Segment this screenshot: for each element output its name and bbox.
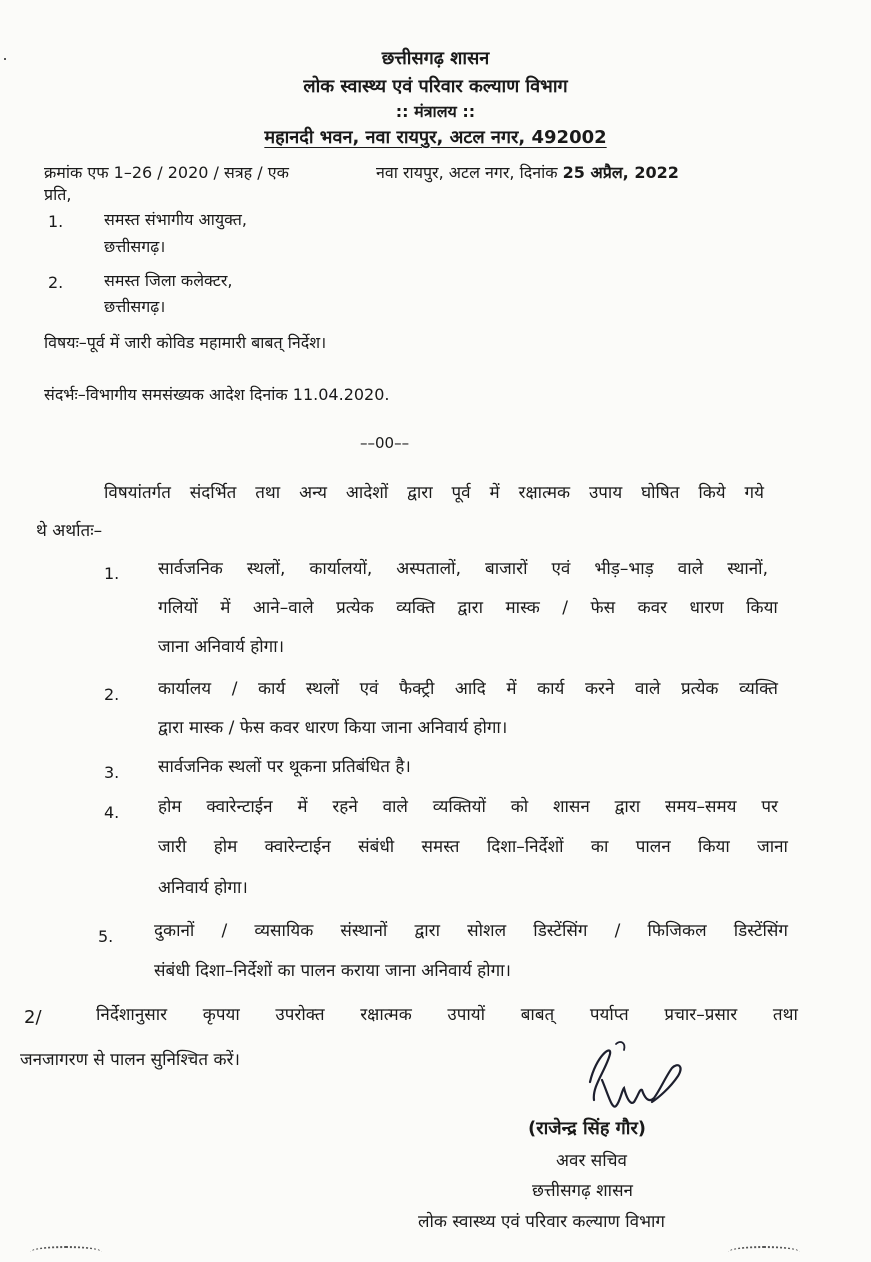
closing-line (96, 1004, 798, 1026)
word: मास्क (505, 598, 540, 618)
word: एवं (551, 559, 571, 579)
word: उपाय (588, 483, 623, 503)
recipient-number: 2. (48, 273, 64, 292)
word: प्रत्येक (680, 679, 719, 699)
intro-line (104, 482, 764, 504)
word: समस्त (421, 837, 460, 857)
word: होम (213, 837, 238, 857)
word: कवर (637, 598, 668, 618)
word: संस्थानों (340, 921, 388, 941)
word: आदि (454, 679, 486, 699)
point-line (158, 796, 778, 818)
letter-date: 25 अप्रैल, 2022 (562, 163, 679, 182)
word: अस्पतालों, (396, 559, 461, 579)
word: में (489, 483, 500, 503)
word: समय–समय (665, 797, 737, 817)
point-line (158, 836, 788, 858)
word: डिस्टेंसिंग (533, 921, 588, 941)
word: शासन (552, 797, 590, 817)
word: तथा (255, 483, 281, 503)
word: द्वारा (614, 797, 641, 817)
signatory-designation: अवर सचिव (556, 1151, 627, 1171)
word: द्वारा (414, 921, 440, 941)
recipient-number: 1. (48, 212, 64, 231)
word: जारी (158, 837, 187, 857)
word: रक्षात्मक (360, 1005, 412, 1025)
stamp-edge-left (30, 1246, 102, 1258)
reference-line: संदर्भः–विभागीय समसंख्यक आदेश दिनांक 11.04.2020. (44, 385, 390, 404)
point-line (154, 920, 788, 942)
word: व्यक्तियों (432, 797, 486, 817)
point-line: सार्वजनिक स्थलों पर थूकना प्रतिबंधित है। (158, 757, 411, 777)
word: एवं (359, 679, 379, 699)
header-department: लोक स्वास्थ्य एवं परिवार कल्याण विभाग (303, 76, 568, 97)
word: व्यक्ति (396, 598, 435, 618)
word: पूर्व (451, 483, 471, 503)
word: / (231, 679, 238, 699)
word: कार्य (537, 679, 565, 699)
recipient-line: समस्त संभागीय आयुक्त, (104, 210, 247, 229)
reference-number: क्रमांक एफ 1–26 / 2020 / सत्रह / एक (44, 163, 289, 182)
paragraph-number: 2/ (24, 1007, 42, 1028)
word: रहने (332, 797, 358, 817)
word: वाले (382, 797, 408, 817)
header-address (0, 127, 871, 149)
word: में (297, 797, 308, 817)
word: / (221, 921, 228, 941)
word: विषयांतर्गत (104, 483, 171, 503)
word: प्रत्येक (336, 598, 374, 618)
word: में (506, 679, 517, 699)
word: आदेशों (345, 483, 389, 503)
word: निर्देशानुसार (96, 1005, 168, 1025)
word: सार्वजनिक (158, 559, 223, 579)
signatory-govt: छत्तीसगढ़ शासन (532, 1181, 633, 1201)
word: व्यक्ति (739, 679, 778, 699)
word: धारण (689, 598, 724, 618)
point-line: जाना अनिवार्य होगा। (158, 637, 285, 657)
point-line: द्वारा मास्क / फेस कवर धारण किया जाना अनिवार्य होगा। (158, 718, 508, 738)
signatory-department: लोक स्वास्थ्य एवं परिवार कल्याण विभाग (418, 1212, 665, 1232)
word: सोशल (467, 921, 507, 941)
word: गये (744, 483, 764, 503)
word: द्वारा (457, 598, 484, 618)
word: पालन (635, 837, 671, 857)
word: उपरोक्त (275, 1005, 325, 1025)
word: पर्याप्त (589, 1005, 629, 1025)
word: प्रचार–प्रसार (664, 1005, 738, 1025)
point-number: 1. (104, 564, 120, 583)
closing-line: जनजागरण से पालन सुनिश्चित करें। (20, 1050, 240, 1070)
word: उपायों (447, 1005, 486, 1025)
word: कृपया (202, 1005, 240, 1025)
point-line (158, 678, 778, 700)
word: व्यसायिक (254, 921, 314, 941)
word: में (220, 598, 231, 618)
word: कार्यालयों, (309, 559, 373, 579)
word: बाबत् (520, 1005, 555, 1025)
word: को (510, 797, 529, 817)
signature-mark (568, 1036, 690, 1116)
word: द्वारा (407, 483, 433, 503)
word: / (562, 598, 568, 618)
word: का (590, 837, 609, 857)
word: संदर्भित (189, 483, 237, 503)
word: संबंधी (358, 837, 395, 857)
word: गलियों (158, 598, 198, 618)
prati-label: प्रति, (44, 185, 72, 204)
word: डिस्टेंसिंग (733, 921, 788, 941)
word: पर (761, 797, 778, 817)
header-ministry: :: मंत्रालय :: (395, 102, 476, 121)
point-line (158, 558, 768, 580)
word: किये (698, 483, 726, 503)
word: घोषित (641, 483, 680, 503)
recipient-line: समस्त जिला कलेक्टर, (104, 271, 233, 290)
word: दुकानों (154, 921, 195, 941)
word: फैक्ट्री (399, 679, 435, 699)
word: करने (584, 679, 615, 699)
signatory-name: (राजेन्द्र सिंह गौर) (528, 1118, 647, 1139)
place-date-prefix: नवा रायपुर, अटल नगर, दिनांक (376, 163, 558, 182)
point-line (158, 597, 778, 619)
word: फिजिकल (647, 921, 707, 941)
word: रक्षात्मक (518, 483, 571, 503)
word: अन्य (299, 483, 327, 503)
scan-speck (4, 58, 6, 60)
word: बाजारों (485, 559, 528, 579)
word: फेस (590, 598, 616, 618)
intro-line: थे अर्थातः– (36, 521, 103, 541)
word: स्थलों, (246, 559, 286, 579)
separator: ––00–– (360, 434, 410, 452)
word: स्थलों (305, 679, 339, 699)
word: जाना (757, 837, 788, 857)
header-govt: छत्तीसगढ़ शासन (381, 48, 490, 69)
point-line: अनिवार्य होगा। (158, 878, 248, 898)
word: आने–वाले (252, 598, 314, 618)
word: भीड़–भाड़ (594, 559, 654, 579)
header-address-text: महानदी भवन, नवा रायपुर, अटल नगर, 492002 (264, 127, 607, 148)
point-number: 4. (104, 803, 120, 822)
point-number: 5. (98, 927, 114, 946)
word: तथा (772, 1005, 798, 1025)
word: किया (698, 837, 730, 857)
subject-line: विषयः–पूर्व में जारी कोविड महामारी बाबत् निर्देश। (44, 333, 327, 352)
point-number: 2. (104, 685, 120, 704)
place-date (376, 162, 679, 184)
word: स्थानों, (727, 559, 768, 579)
word: कार्यालय (158, 679, 212, 699)
point-number: 3. (104, 763, 120, 782)
point-line: संबंधी दिशा–निर्देशों का पालन कराया जाना अनिवार्य होगा। (154, 961, 512, 981)
word: वाले (677, 559, 704, 579)
word: दिशा–निर्देशों (486, 837, 564, 857)
word: वाले (635, 679, 661, 699)
stamp-edge-right (728, 1246, 800, 1258)
word: कार्य (258, 679, 286, 699)
recipient-line: छत्तीसगढ़। (104, 237, 166, 256)
word: क्वारेन्टाईन (264, 837, 331, 857)
word: क्वारेन्टाईन (206, 797, 273, 817)
recipient-line: छत्तीसगढ़। (104, 297, 166, 316)
word: किया (746, 598, 778, 618)
word: / (614, 921, 621, 941)
word: होम (158, 797, 182, 817)
